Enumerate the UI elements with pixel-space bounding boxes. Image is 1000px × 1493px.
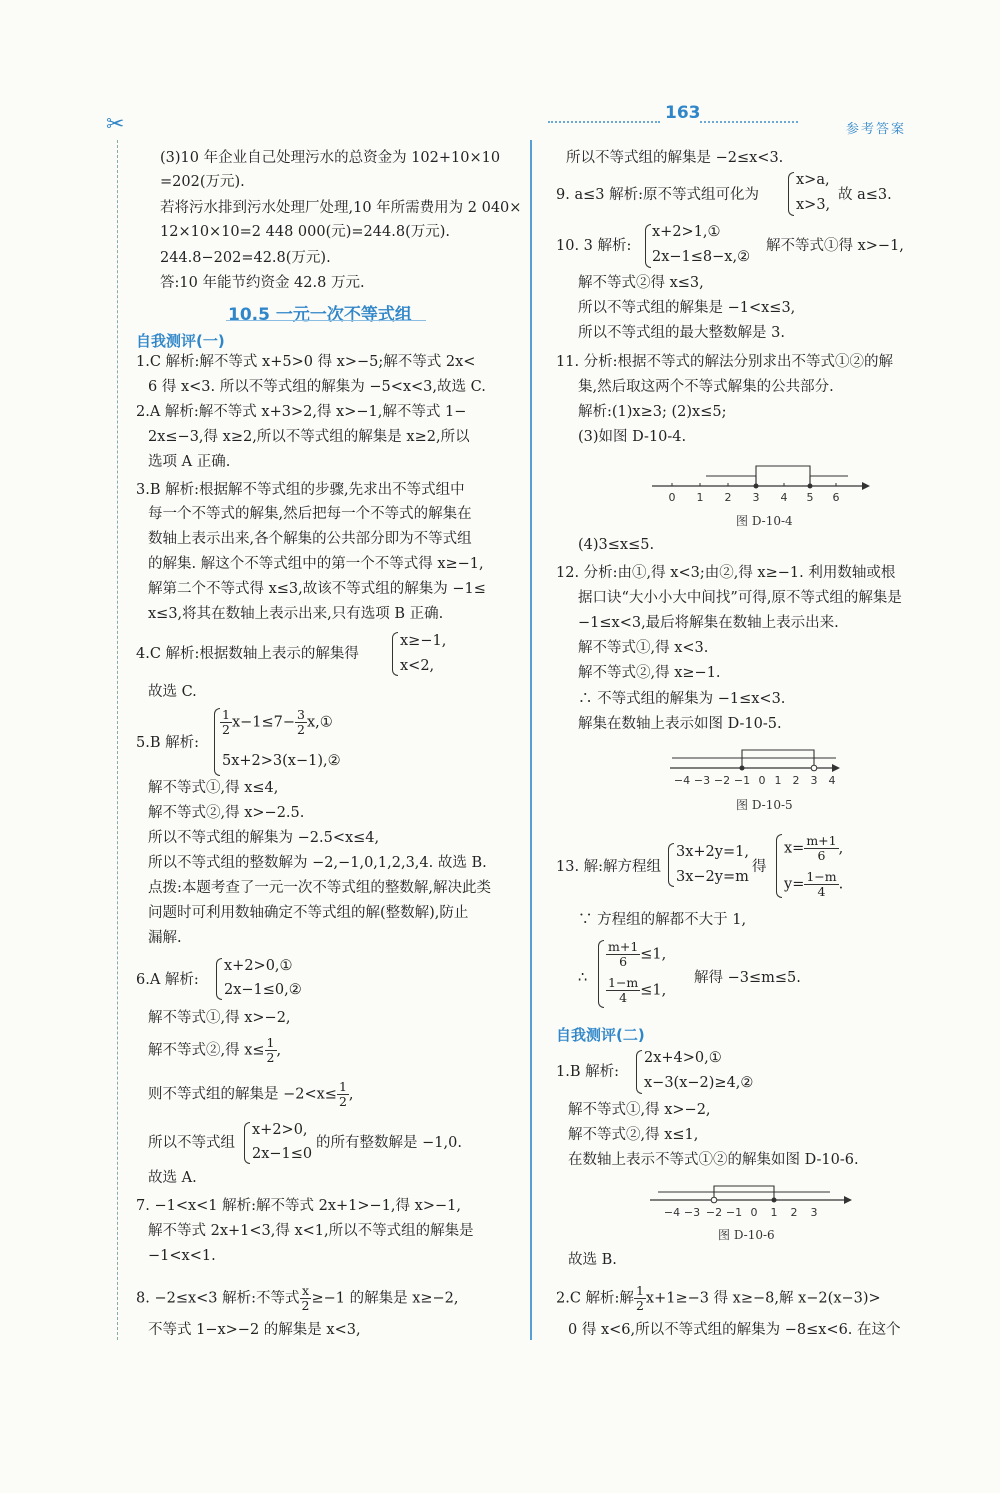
q6-line: 解不等式②,得 x≤ $\frac{1}{2}$ ,: [148, 1035, 282, 1065]
q11-line: 11. 分析:根据不等式的解法分别求出不等式①②的解: [556, 354, 894, 370]
tick-label: 4: [828, 774, 836, 787]
q9-system-line: x>a,: [796, 172, 830, 188]
q11-line: 集,然后取这两个不等式解集的公共部分.: [578, 379, 834, 395]
q6-line: 6.A 解析:: [136, 972, 199, 988]
text-line: 答:10 年能节约资金 42.8 万元.: [160, 275, 365, 291]
q2-line: 2.A 解析:解不等式 x+3>2,得 x>−1,解不等式 1−: [136, 404, 467, 420]
q5-note: 问题时可利用数轴确定不等式组的解(整数解),防止: [148, 905, 469, 921]
open-endpoint: [811, 765, 817, 771]
q5-line: 5.B 解析:: [136, 735, 199, 751]
t2q2-line: 2.C 解析:解 $\frac{1}{2}$ x+1≥−3 得 x≥−8,解 x−2(x−3)>: [556, 1283, 881, 1313]
text-line: 若将污水排到污水处理厂处理,10 年所需费用为 2 040×: [160, 200, 522, 216]
q12-line: −1≤x<3,最后将解集在数轴上表示出来.: [578, 615, 839, 631]
tick-label: −4: [673, 774, 691, 787]
axis-arrow: [832, 764, 840, 772]
test2-heading: 自我测评(二): [556, 1026, 645, 1044]
q4-line: 故选 C.: [148, 684, 197, 700]
t2q1-line: 解不等式②,得 x≤1,: [568, 1127, 699, 1143]
q7-line: 7. −1<x<1 解析:解不等式 2x+1>−1,得 x>−1,: [136, 1198, 461, 1214]
t2q1-line: 故选 B.: [568, 1252, 617, 1268]
q8-line: 不等式 1−x>−2 的解集是 x<3,: [148, 1322, 361, 1338]
number-line-figure-d-10-4: [648, 456, 876, 508]
solution-bracket: [742, 750, 814, 768]
q13-line: 解得 −3≤m≤5.: [694, 970, 801, 986]
tick-label: 3: [752, 491, 760, 504]
q4-line: 4.C 解析:根据数轴上表示的解集得: [136, 646, 359, 662]
q13-system-line: 3x−2y=m: [676, 869, 749, 885]
tick-label: 0: [758, 774, 766, 787]
q3-line: 每一个不等式的解集,然后把每一个不等式的解集在: [148, 506, 472, 522]
tick-label: −1: [733, 774, 751, 787]
system-brace: [668, 843, 674, 887]
q1-line: 6 得 x<3. 所以不等式组的解集为 −5<x<3,故选 C.: [148, 379, 486, 395]
t2q1-system-line: 2x+4>0,①: [644, 1050, 722, 1066]
q5-line: 所以不等式组的整数解为 −2,−1,0,1,2,3,4. 故选 B.: [148, 855, 487, 871]
q6-line: 则不等式组的解集是 −2<x≤ $\frac{1}{2}$ ,: [148, 1079, 354, 1109]
system-brace: [392, 632, 398, 676]
q10-line: 解不等式②得 x≤3,: [578, 275, 704, 291]
system-brace: [216, 958, 222, 1000]
q3-line: 3.B 解析:根据解不等式组的步骤,先求出不等式组中: [136, 482, 465, 498]
axis-arrow: [844, 1196, 852, 1204]
text-line: =202(万元).: [160, 174, 245, 190]
tick-label: 3: [810, 774, 818, 787]
q5-line: 解不等式②,得 x>−2.5.: [148, 805, 305, 821]
q12-line: 解集在数轴上表示如图 D-10-5.: [578, 716, 782, 732]
system-brace: [776, 834, 782, 898]
header-decoration-left: [548, 121, 660, 123]
q5-line: 解不等式①,得 x≤4,: [148, 780, 279, 796]
system-brace: [645, 224, 651, 268]
text-line: 所以不等式组的解集是 −2≤x<3.: [566, 150, 784, 166]
q5-system-line-1: $\frac{1}{2}$ x−1≤7− $\frac{3}{2}$ x,①: [222, 707, 333, 737]
tick-label: 1: [696, 491, 704, 504]
open-endpoint: [711, 1197, 717, 1203]
q9-line: 9. a≤3 解析:原不等式组可化为: [556, 187, 759, 203]
text-line: 12×10×10=2 448 000(元)=244.8(万元).: [160, 224, 450, 240]
t2q1-line: 在数轴上表示不等式①②的解集如图 D-10-6.: [568, 1152, 859, 1168]
q12-line: ∴ 不等式组的解集为 −1≤x<3.: [578, 691, 786, 707]
tick-label: 4: [780, 491, 788, 504]
tick-label: −2: [705, 1206, 723, 1219]
q6-system-line: x+2>0,①: [224, 958, 293, 974]
text-line: 244.8−202=42.8(万元).: [160, 250, 331, 266]
q2-line: 2x≤−3,得 x≥2,所以不等式组的解集是 x≥2,所以: [148, 429, 470, 445]
header-decoration-right: [700, 121, 798, 123]
q3-line: x≤3,将其在数轴上表示出来,只有选项 B 正确.: [148, 606, 444, 622]
figure-caption: 图 D-10-5: [736, 798, 793, 812]
therefore-symbol: ∴: [578, 970, 588, 986]
page-number: 163: [665, 103, 701, 123]
q13-solution-y: y= $\frac{1-m}{4}$ .: [784, 869, 844, 899]
t2q1-line: 解不等式①,得 x>−2,: [568, 1102, 711, 1118]
q13-condition-2: $\frac{1-m}{4}$ ≤1,: [608, 975, 667, 1005]
closed-endpoint: [740, 766, 745, 771]
q5-note: 漏解.: [148, 930, 182, 946]
tick-label: −3: [683, 1206, 701, 1219]
q7-line: −1<x<1.: [148, 1248, 216, 1264]
q6-system-line: 2x−1≤0: [252, 1146, 313, 1162]
q13-condition-1: $\frac{m+1}{6}$ ≤1,: [608, 939, 667, 969]
solution-ray-b: [810, 476, 848, 486]
q13-line: 得: [752, 859, 767, 875]
q10-line: 10. 3 解析:: [556, 238, 632, 254]
q11-line: (4)3≤x≤5.: [578, 537, 655, 553]
q6-line: 的所有整数解是 −1,0.: [316, 1135, 462, 1151]
tick-label: −3: [693, 774, 711, 787]
tick-label: 2: [790, 1206, 798, 1219]
column-divider: [530, 140, 532, 1340]
q13-solution-x: x= $\frac{m+1}{6}$ ,: [784, 833, 844, 863]
q12-line: 解不等式②,得 x≥−1.: [578, 665, 721, 681]
q6-line: 解不等式①,得 x>−2,: [148, 1010, 291, 1026]
q10-line: 所以不等式组的解集是 −1<x≤3,: [578, 300, 796, 316]
q2-line: 选项 A 正确.: [148, 454, 231, 470]
system-brace: [636, 1050, 642, 1094]
q5-line: 所以不等式组的解集为 −2.5<x≤4,: [148, 830, 380, 846]
q6-system-line: 2x−1≤0,②: [224, 982, 302, 998]
q9-line: 故 a≤3.: [838, 187, 892, 203]
solution-bracket-1: [756, 466, 810, 486]
q9-system-line: x>3,: [796, 197, 831, 213]
q6-line: 故选 A.: [148, 1170, 197, 1186]
q3-line: 的解集. 解这个不等式组中的第一个不等式得 x≥−1,: [148, 556, 484, 572]
running-title: 参考答案: [846, 122, 907, 137]
q5-system-line-2: 5x+2>3(x−1),②: [222, 753, 341, 769]
q4-system-line: x≥−1,: [400, 633, 447, 649]
q11-line: 解析:(1)x≥3; (2)x≤5;: [578, 404, 727, 420]
tick-label: 1: [774, 774, 782, 787]
q8-line: 8. −2≤x<3 解析:不等式 $\frac{x}{2}$ ≥−1 的解集是 x≥−2,: [136, 1283, 459, 1313]
number-line-figure-d-10-5: [668, 740, 848, 792]
q10-line: 所以不等式组的最大整数解是 3.: [578, 325, 785, 341]
tick-label: 1: [770, 1206, 778, 1219]
q12-line: 据口诀“大小小大中间找”可得,原不等式组的解集是: [578, 590, 902, 606]
q13-line: ∵ 方程组的解都不大于 1,: [578, 912, 747, 928]
tick-label: −4: [663, 1206, 681, 1219]
solution-bracket: [714, 1186, 774, 1200]
q12-line: 12. 分析:由①,得 x<3;由②,得 x≥−1. 利用数轴或根: [556, 565, 896, 581]
system-brace: [244, 1122, 250, 1164]
system-brace: [788, 172, 794, 216]
tick-label: 0: [668, 491, 676, 504]
tick-label: 0: [750, 1206, 758, 1219]
figure-caption: 图 D-10-6: [718, 1228, 775, 1242]
text-line: (3)10 年企业自己处理污水的总资金为 102+10×10: [160, 150, 501, 166]
q10-line: 解不等式①得 x>−1,: [766, 238, 904, 254]
q12-line: 解不等式①,得 x<3.: [578, 640, 709, 656]
cut-line: [117, 140, 118, 1340]
q10-system-line: x+2>1,①: [652, 224, 721, 240]
q11-line: (3)如图 D-10-4.: [578, 429, 687, 445]
q5-note: 点拨:本题考查了一元一次不等式组的整数解,解决此类: [148, 880, 491, 896]
tick-label: 2: [724, 491, 732, 504]
scissors-icon: ✂: [106, 112, 125, 137]
t2q2-line: 0 得 x<6,所以不等式组的解集为 −8≤x<6. 在这个: [568, 1322, 901, 1338]
tick-label: −2: [713, 774, 731, 787]
tick-label: 2: [792, 774, 800, 787]
q10-system-line: 2x−1≤8−x,②: [652, 249, 751, 265]
t2q1-system-line: x−3(x−2)≥4,②: [644, 1075, 754, 1091]
tick-label: 5: [806, 491, 814, 504]
t2q1-line: 1.B 解析:: [556, 1064, 619, 1080]
tick-label: 6: [832, 491, 840, 504]
q13-system-line: 3x+2y=1,: [676, 844, 749, 860]
q3-line: 数轴上表示出来,各个解集的公共部分即为不等式组: [148, 531, 472, 547]
q6-line: 所以不等式组: [148, 1135, 235, 1151]
q13-line: 13. 解:解方程组: [556, 859, 662, 875]
test1-heading: 自我测评(一): [136, 332, 225, 350]
q1-line: 1.C 解析:解不等式 x+5>0 得 x>−5;解不等式 2x<: [136, 354, 476, 370]
q7-line: 解不等式 2x+1<3,得 x<1,所以不等式组的解集是: [148, 1223, 474, 1239]
number-line-figure-d-10-6: [648, 1178, 858, 1230]
figure-caption: 图 D-10-4: [736, 514, 793, 528]
tick-label: 3: [810, 1206, 818, 1219]
section-title-underline: [226, 320, 426, 321]
closed-endpoint: [808, 484, 813, 489]
system-brace: [598, 940, 604, 1008]
axis-arrow: [862, 482, 870, 490]
q6-system-line: x+2>0,: [252, 1122, 308, 1138]
closed-endpoint: [754, 484, 759, 489]
closed-endpoint: [772, 1198, 777, 1203]
q3-line: 解第二个不等式得 x≤3,故该不等式组的解集为 −1≤: [148, 581, 486, 597]
q4-system-line: x<2,: [400, 658, 435, 674]
section-title: 10.5 一元一次不等式组: [228, 305, 412, 325]
tick-label: −1: [725, 1206, 743, 1219]
